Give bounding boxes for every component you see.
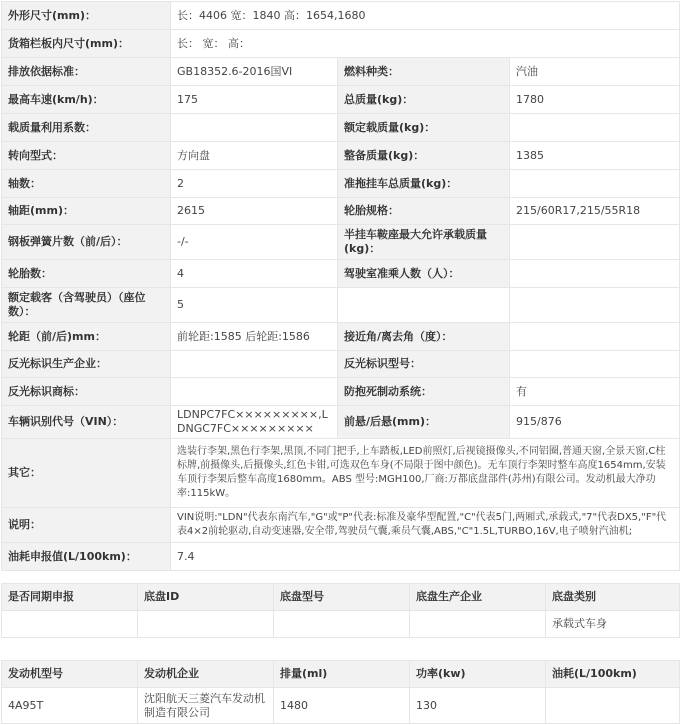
spec-row [2, 351, 680, 378]
spec-row-fuel [2, 543, 680, 571]
table-cell [274, 611, 410, 638]
spec-row [2, 288, 680, 323]
vehicle-spec-table [1, 1, 680, 571]
spec-label: 最高车速(km/h)： [2, 86, 171, 114]
table-cell [410, 611, 546, 638]
spec-label: 准拖挂车总质量(kg)： [338, 170, 510, 198]
spec-value: 175 [171, 86, 338, 114]
column-header: 底盘类别 [546, 584, 680, 611]
spec-value: 长：4406 宽：1840 高：1654,1680 [171, 2, 680, 30]
spec-label: 前悬/后悬(mm)： [338, 406, 510, 439]
spec-label: 接近角/离去角（度）： [338, 323, 510, 351]
spec-label: 总质量(kg)： [338, 86, 510, 114]
spec-value: 215/60R17,215/55R18 [510, 198, 680, 225]
spec-label: 反光标识型号： [338, 351, 510, 378]
spec-value: LDNPC7FC×××××××××,LDNGC7FC××××××××× [171, 406, 338, 439]
spec-label: 说明： [2, 508, 171, 543]
spec-row [2, 260, 680, 288]
spec-value [510, 323, 680, 351]
spec-value: 2 [171, 170, 338, 198]
table-cell [2, 611, 138, 638]
spec-value: 7.4 [171, 543, 680, 571]
spec-value [510, 288, 680, 323]
spec-row [2, 86, 680, 114]
spec-label: 轴数： [2, 170, 171, 198]
table-row [2, 611, 680, 638]
spec-label: 排放依据标准： [2, 58, 171, 86]
spec-value: 4 [171, 260, 338, 288]
spec-row [2, 170, 680, 198]
spec-value [510, 260, 680, 288]
spec-label: 车辆识别代号（VIN）： [2, 406, 171, 439]
spec-value: 方向盘 [171, 142, 338, 170]
column-header: 发动机型号 [2, 661, 138, 688]
spec-row-vin [2, 406, 680, 439]
table-cell: 1480 [274, 688, 410, 724]
engine-header-row [2, 661, 680, 688]
spec-label: 轮胎规格： [338, 198, 510, 225]
spec-label: 油耗申报值(L/100km)： [2, 543, 171, 571]
spec-label: 驾驶室准乘人数（人）： [338, 260, 510, 288]
engine-table [1, 660, 680, 724]
spec-value [171, 351, 338, 378]
spec-label: 转向型式： [2, 142, 171, 170]
spec-value: -/- [171, 225, 338, 260]
spec-row [2, 142, 680, 170]
spec-value: VIN说明:"LDN"代表东南汽车,"G"或"P"代表:标准及豪华型配置,"C"代表5门,两厢式,承载式,"7"代表DX5,"F"代表4×2前轮驱动,自动变速器,安全带,驾驶员气囊,乘员气囊,ABS,"C"1.5L,TURBO,16V,电子喷射汽油机; [171, 508, 680, 543]
spec-row [2, 225, 680, 260]
table-cell: 130 [410, 688, 546, 724]
spec-row [2, 323, 680, 351]
spec-label: 燃料种类： [338, 58, 510, 86]
spec-row-cargo-dimensions [2, 30, 680, 58]
spec-value [510, 114, 680, 142]
spec-row [2, 378, 680, 406]
spec-row-other [2, 439, 680, 508]
table-cell [138, 611, 274, 638]
table-cell: 承载式车身 [546, 611, 680, 638]
column-header: 底盘生产企业 [410, 584, 546, 611]
spec-label: 额定载客（含驾驶员）（座位数）： [2, 288, 171, 323]
column-header: 底盘型号 [274, 584, 410, 611]
spec-value: 1385 [510, 142, 680, 170]
spec-value: 2615 [171, 198, 338, 225]
spec-label: 防抱死制动系统： [338, 378, 510, 406]
spec-value [171, 378, 338, 406]
spec-label: 轮距（前/后)mm： [2, 323, 171, 351]
column-header: 发动机企业 [138, 661, 274, 688]
spec-value [510, 225, 680, 260]
chassis-header-row [2, 584, 680, 611]
spec-value: 长： 宽： 高： [171, 30, 680, 58]
spec-label: 外形尺寸(mm)： [2, 2, 171, 30]
spec-label [338, 288, 510, 323]
spec-value [510, 170, 680, 198]
column-header: 底盘ID [138, 584, 274, 611]
spec-label: 钢板弹簧片数（前/后）： [2, 225, 171, 260]
spec-value [510, 351, 680, 378]
spec-label: 整备质量(kg)： [338, 142, 510, 170]
spec-label: 额定载质量(kg)： [338, 114, 510, 142]
spec-value [171, 114, 338, 142]
spec-label: 轴距(mm)： [2, 198, 171, 225]
spec-label: 轮胎数： [2, 260, 171, 288]
spec-label: 载质量利用系数： [2, 114, 171, 142]
spec-value: GB18352.6-2016国VI [171, 58, 338, 86]
column-header: 油耗(L/100km) [546, 661, 680, 688]
spec-label: 货箱栏板内尺寸(mm)： [2, 30, 171, 58]
column-header: 是否同期申报 [2, 584, 138, 611]
spec-row [2, 58, 680, 86]
spec-label: 反光标识商标： [2, 378, 171, 406]
spec-value: 有 [510, 378, 680, 406]
spec-row-dimensions [2, 2, 680, 30]
table-row [2, 688, 680, 724]
spec-label: 反光标识生产企业： [2, 351, 171, 378]
spec-row-notes [2, 508, 680, 543]
spec-row [2, 114, 680, 142]
spec-value: 选装行李架,黑色行李架,黑顶,不同门把手,上车踏板,LED前照灯,后视镜摄像头,不同铝圈,普通天窗,全景天窗,C柱标牌,前摄像头,后摄像头,红色卡钳,可选双色车身(不局限于图中颜色)。无车顶行李架时整车高度1654mm,安装车顶行李架后整车高度1680mm。ABS 型号:MGH100,厂商:万都底盘部件(苏州)有限公司。发动机最大净功率:115kW。 [171, 439, 680, 508]
spec-label: 其它： [2, 439, 171, 508]
spec-value: 前轮距:1585 后轮距:1586 [171, 323, 338, 351]
spec-value: 1780 [510, 86, 680, 114]
spec-value: 915/876 [510, 406, 680, 439]
table-cell: 沈阳航天三菱汽车发动机制造有限公司 [138, 688, 274, 724]
spec-label: 半挂车鞍座最大允许承载质量(kg)： [338, 225, 510, 260]
spec-value: 汽油 [510, 58, 680, 86]
table-cell: 4A95T [2, 688, 138, 724]
chassis-table [1, 583, 680, 638]
column-header: 功率(kw) [410, 661, 546, 688]
column-header: 排量(ml) [274, 661, 410, 688]
spec-value: 5 [171, 288, 338, 323]
spec-row [2, 198, 680, 225]
table-cell [546, 688, 680, 724]
